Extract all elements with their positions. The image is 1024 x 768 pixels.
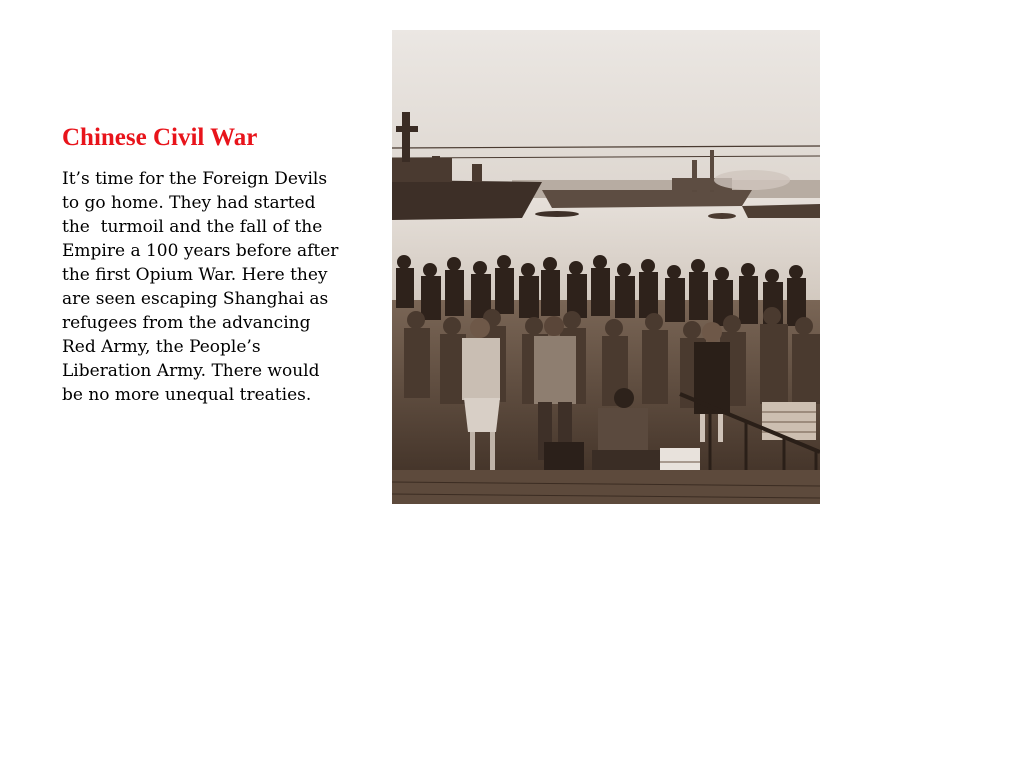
- body-line: Liberation Army. There would: [62, 361, 320, 381]
- body-line: the turmoil and the fall of the: [62, 217, 323, 237]
- body-line: the first Opium War. Here they: [62, 265, 328, 285]
- body-line: be no more unequal treaties.: [62, 385, 312, 405]
- body-line: It’s time for the Foreign Devils: [62, 169, 328, 189]
- body-line: are seen escaping Shanghai as: [62, 289, 329, 309]
- body-line: Empire a 100 years before after: [62, 241, 339, 261]
- slide-body-text: [62, 167, 374, 407]
- refugees-photo: [392, 30, 820, 504]
- body-line: to go home. They had started: [62, 193, 316, 213]
- slide-title: Chinese Civil War: [62, 124, 258, 151]
- body-line: Red Army, the People’s: [62, 337, 261, 357]
- body-line: refugees from the advancing: [62, 313, 311, 333]
